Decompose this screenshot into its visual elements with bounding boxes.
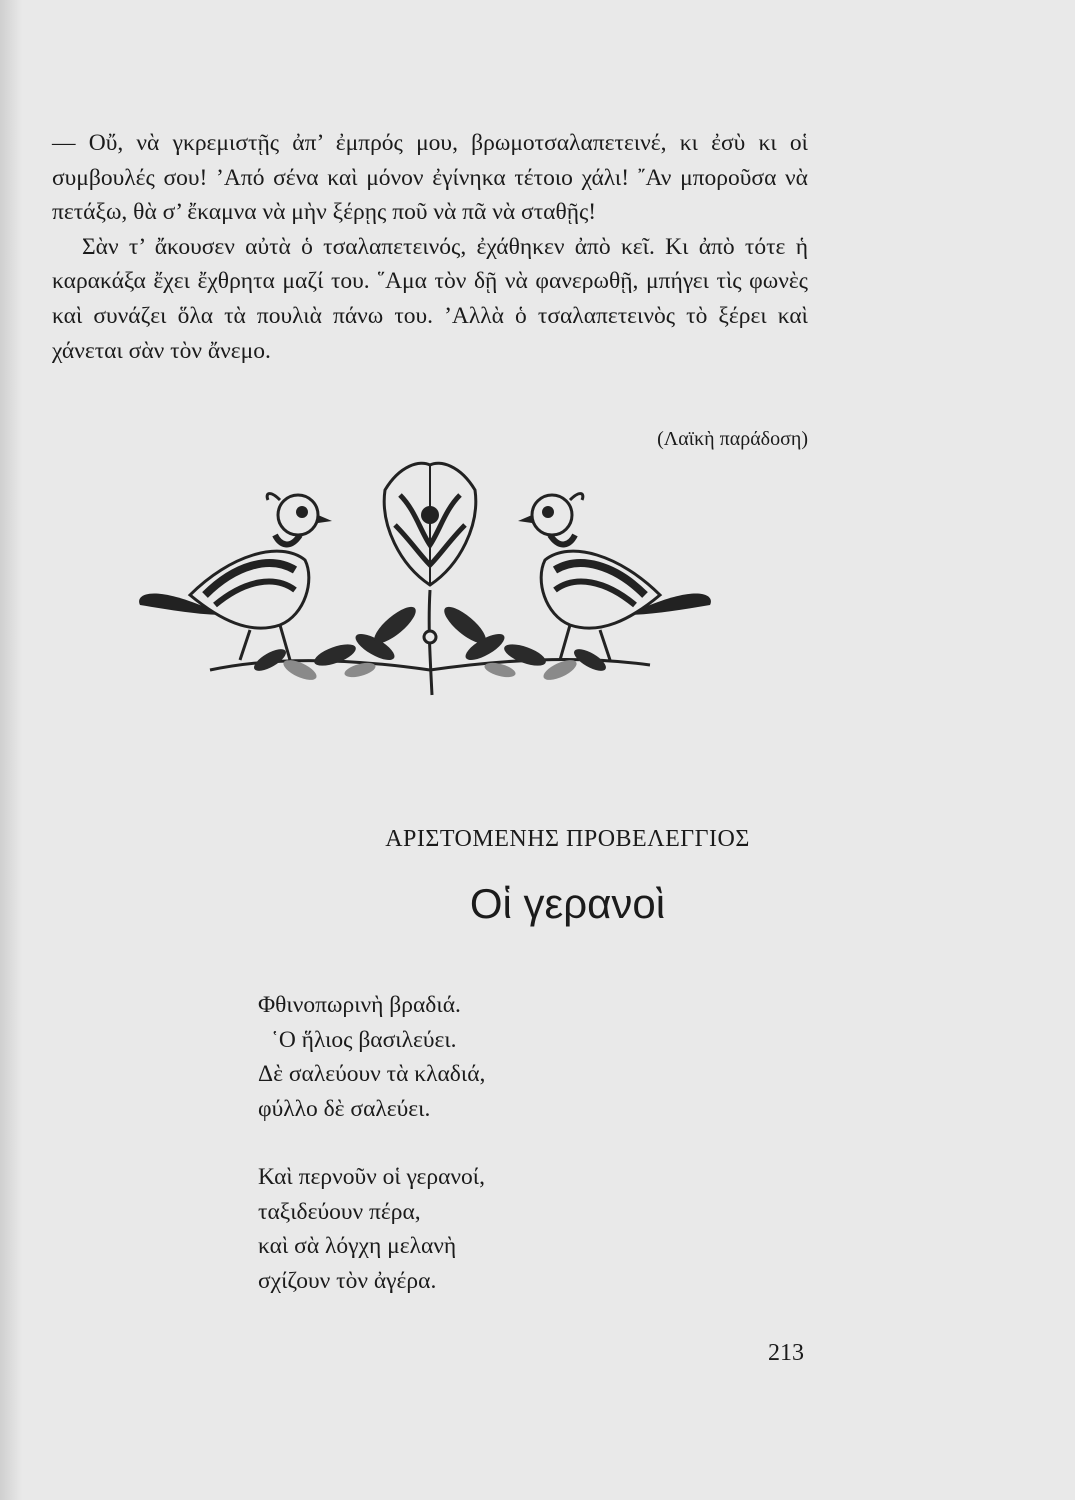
paragraph-2: Σὰν τ’ ἄκουσεν αὐτὰ ὁ τσαλαπετεινός, ἐχάθηκεν ἀπὸ κεῖ. Κι ἀπὸ τότε ἡ καρακάξα ἔχει ἔχθρητα μαζί του. ῞Αμα τὸν δῇ νὰ φανερωθῇ, μπήγει τὶς φωνὲς καὶ συνάζει ὅλα τὰ πουλιὰ πάνω του. ’Αλλὰ ὁ τσαλαπετεινὸς τὸ ξέρει καὶ χάνεται σὰν τὸν ἄνεμο. (52, 233, 808, 364)
stanza-2 (258, 1160, 485, 1298)
stanza-1 (258, 988, 485, 1126)
poem-line: σχίζουν τὸν ἀγέρα. (258, 1267, 437, 1294)
poem-title: Οἱ γερανοὶ (469, 880, 666, 927)
poem-line: φύλλο δὲ σαλεύει. (258, 1095, 431, 1122)
poem-line: ῾Ο ἥλιος βασιλεύει. (271, 1026, 457, 1053)
poem-line: Φθινοπωρινὴ βραδιά. (258, 992, 461, 1018)
poem-line: Καὶ περνοῦν οἱ γερανοί, (258, 1164, 485, 1190)
attribution: (Λαϊκὴ παράδοση) (657, 428, 808, 450)
paragraph-1: — Οὔ, νὰ γκρεμιστῇς ἀπ’ ἐμπρός μου, βρωμοτσαλαπετεινέ, κι ἐσὺ κι οἱ συμβουλές σου! ’Από σένα καὶ μόνον ἐγίνηκα τέτοιο χάλι! ῎Αν μποροῦσα νὰ πετάξω, θὰ σ’ ἔκαμνα νὰ μὴν ξέρῃς ποῦ νὰ πᾶ νὰ σταθῇς! (52, 130, 808, 226)
two-birds-and-flower-ornament-icon (130, 455, 720, 710)
poem-line: Δὲ σαλεύουν τὰ κλαδιά, (258, 1061, 486, 1087)
prose-text (52, 126, 808, 368)
author-name: ΑΡΙΣΤΟΜΕΝΗΣ ΠΡΟΒΕΛΕΓΓΙΟΣ (385, 826, 750, 852)
poem-line: ταξιδεύουν πέρα, (258, 1198, 421, 1225)
poem-line: καὶ σὰ λόγχη μελανὴ (258, 1233, 457, 1259)
page-number: 213 (768, 1340, 804, 1366)
poem (258, 988, 485, 1332)
page-edge-shadow (0, 0, 22, 1500)
